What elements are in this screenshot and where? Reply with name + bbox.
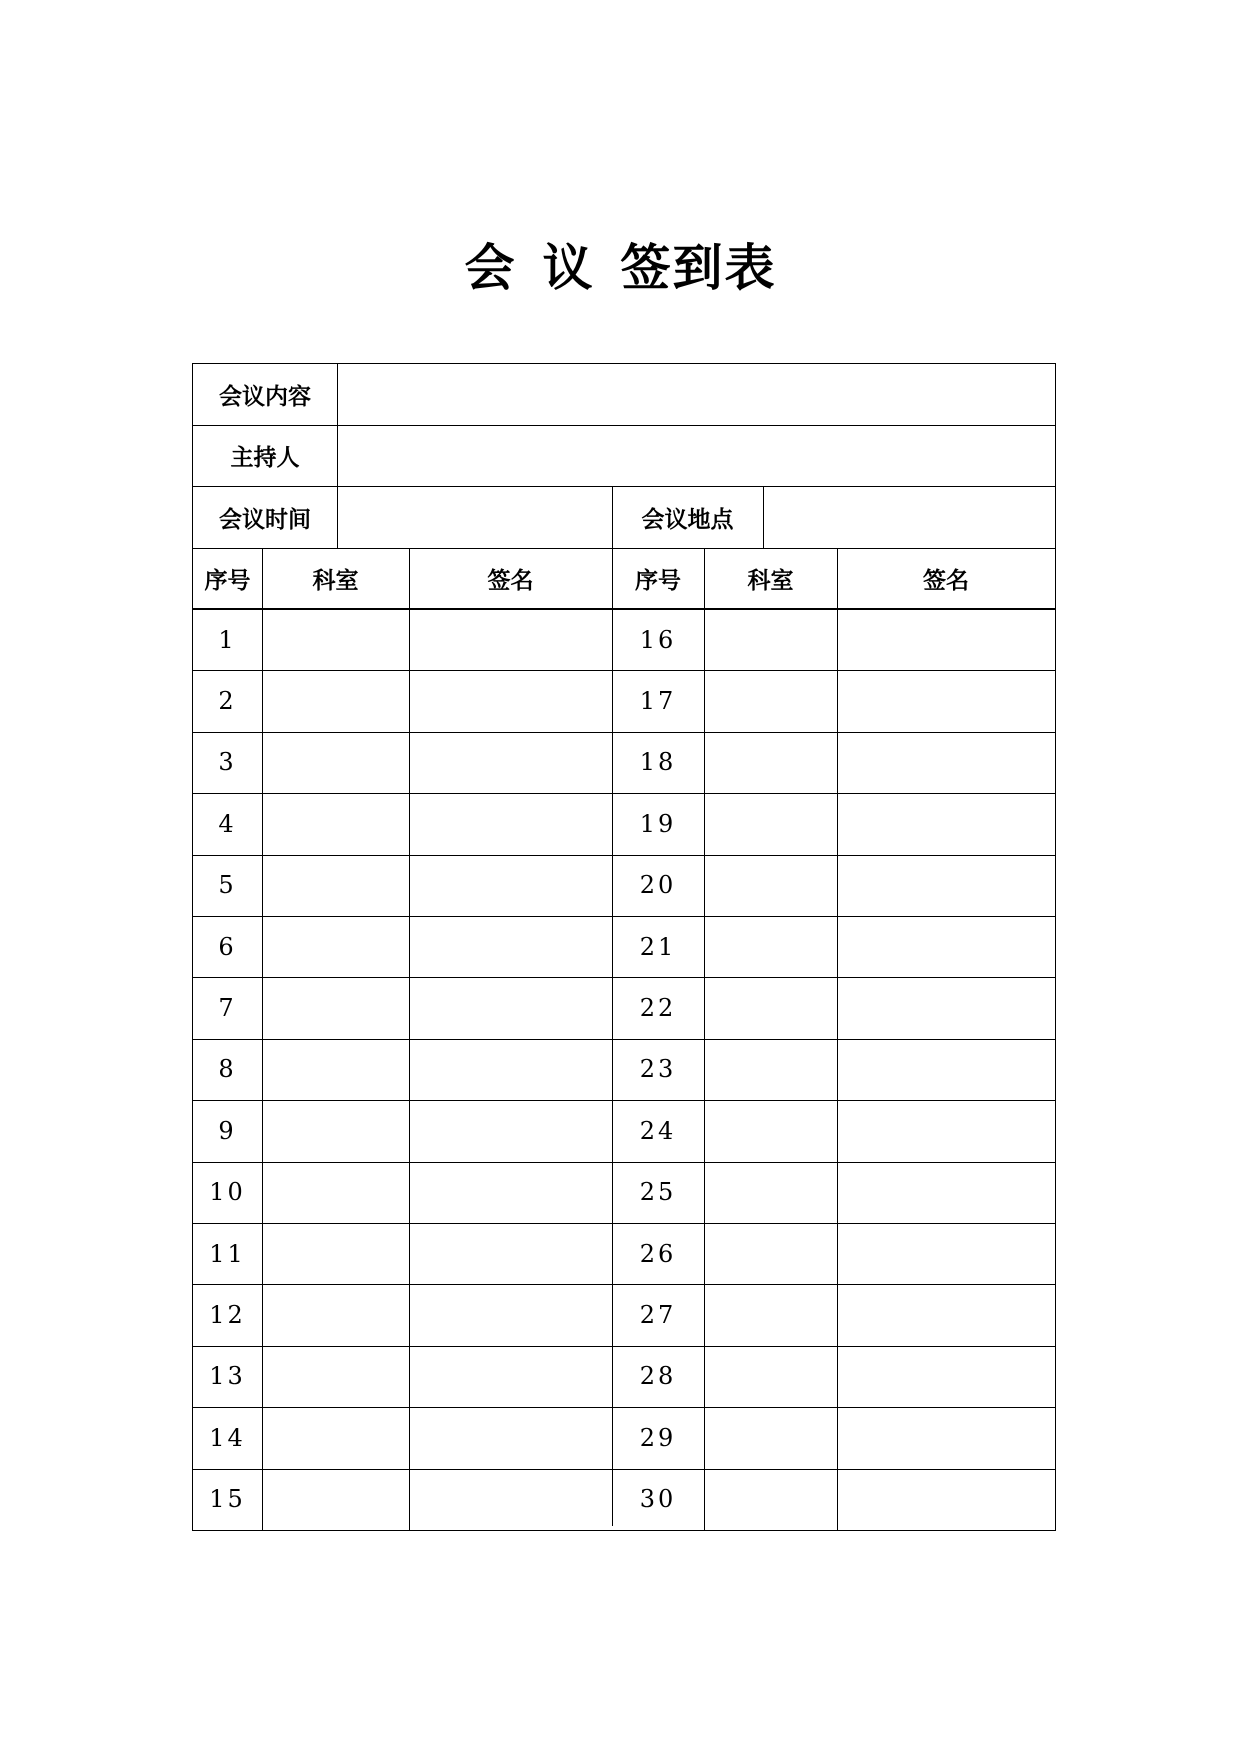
- dept-cell-right[interactable]: [704, 1162, 837, 1223]
- signature-cell-right[interactable]: [837, 916, 1055, 977]
- dept-cell-left[interactable]: [262, 793, 409, 854]
- header-divider: [193, 608, 1055, 610]
- signature-cell-left[interactable]: [409, 1039, 612, 1100]
- signature-cell-right[interactable]: [837, 1407, 1055, 1468]
- dept-cell-right[interactable]: [704, 1346, 837, 1407]
- signature-cell-right[interactable]: [837, 1039, 1055, 1100]
- row-divider: [193, 855, 1055, 856]
- signature-cell-right[interactable]: [837, 732, 1055, 793]
- row-number-left: 7: [218, 994, 237, 1023]
- row-divider: [193, 1346, 1055, 1347]
- row-number-left: 11: [209, 1239, 246, 1268]
- sign-in-sheet-table: [192, 363, 1056, 1531]
- signature-cell-right[interactable]: [837, 670, 1055, 731]
- column-divider: [837, 548, 838, 1530]
- row-divider: [193, 732, 1055, 733]
- row-number-left: 4: [218, 809, 237, 838]
- signature-cell-left[interactable]: [409, 855, 612, 916]
- row-divider: [193, 1284, 1055, 1285]
- meeting-content-label: 会议内容: [219, 384, 311, 410]
- row-number-right: 21: [639, 932, 677, 961]
- row-number-left: 13: [209, 1362, 246, 1391]
- title-part-3: 签到表: [620, 239, 777, 297]
- row-divider: [193, 486, 1055, 487]
- signature-cell-left[interactable]: [409, 1284, 612, 1345]
- dept-cell-left[interactable]: [262, 1284, 409, 1345]
- signature-cell-right[interactable]: [837, 609, 1055, 670]
- row-number-left: 6: [218, 932, 237, 961]
- dept-cell-left[interactable]: [262, 732, 409, 793]
- meeting-place-label: 会议地点: [641, 506, 734, 533]
- signature-cell-right[interactable]: [837, 855, 1055, 916]
- dept-cell-left[interactable]: [262, 1407, 409, 1468]
- host-label: 主持人: [230, 445, 300, 471]
- column-divider: [337, 364, 338, 548]
- row-number-left: 3: [218, 748, 237, 777]
- row-divider: [193, 916, 1055, 917]
- row-number-right: 17: [639, 687, 677, 716]
- header-sign-right: 签名: [923, 568, 969, 594]
- row-number-left: 8: [218, 1055, 237, 1084]
- page-title: [0, 238, 1241, 298]
- signature-cell-left[interactable]: [409, 609, 612, 670]
- dept-cell-right[interactable]: [704, 1407, 837, 1468]
- column-divider: [409, 548, 410, 1530]
- signature-cell-left[interactable]: [409, 732, 612, 793]
- signature-cell-left[interactable]: [409, 1162, 612, 1223]
- row-number-left: 2: [218, 687, 237, 716]
- signature-cell-right[interactable]: [837, 977, 1055, 1038]
- signature-cell-left[interactable]: [409, 1469, 612, 1530]
- dept-cell-right[interactable]: [704, 916, 837, 977]
- row-divider: [193, 793, 1055, 794]
- row-number-right: 30: [639, 1485, 677, 1514]
- row-number-right: 28: [639, 1362, 677, 1391]
- row-number-right: 23: [639, 1055, 677, 1084]
- meeting-time-label: 会议时间: [219, 506, 311, 533]
- signature-cell-left[interactable]: [409, 1407, 612, 1468]
- row-divider: [193, 670, 1055, 671]
- dept-cell-left[interactable]: [262, 1162, 409, 1223]
- dept-cell-right[interactable]: [704, 1100, 837, 1161]
- row-number-right: 20: [639, 871, 677, 900]
- row-number-left: 1: [218, 625, 237, 654]
- header-seq-left: 序号: [204, 568, 251, 594]
- dept-cell-right[interactable]: [704, 1469, 837, 1530]
- row-number-left: 12: [209, 1301, 246, 1330]
- row-number-right: 27: [639, 1301, 677, 1330]
- dept-cell-left[interactable]: [262, 1223, 409, 1284]
- signature-cell-left[interactable]: [409, 670, 612, 731]
- row-divider: [193, 1100, 1055, 1101]
- dept-cell-left[interactable]: [262, 855, 409, 916]
- dept-cell-right[interactable]: [704, 1223, 837, 1284]
- signature-cell-right[interactable]: [837, 1284, 1055, 1345]
- row-number-right: 24: [639, 1116, 677, 1145]
- dept-cell-right[interactable]: [704, 977, 837, 1038]
- row-divider: [193, 1469, 1055, 1470]
- meeting-time-field[interactable]: [337, 486, 612, 548]
- row-number-right: 26: [639, 1239, 677, 1268]
- row-number-left: 5: [218, 871, 237, 900]
- signature-cell-right[interactable]: [837, 1469, 1055, 1530]
- title-part-2: 议: [542, 239, 595, 297]
- column-divider: [612, 486, 613, 1526]
- signature-cell-left[interactable]: [409, 1223, 612, 1284]
- row-number-right: 19: [639, 809, 677, 838]
- host-field[interactable]: [337, 425, 1055, 486]
- dept-cell-right[interactable]: [704, 793, 837, 854]
- row-number-right: 22: [639, 994, 677, 1023]
- header-dept-right: 科室: [747, 568, 794, 594]
- column-divider: [704, 548, 705, 1530]
- header-sign-left: 签名: [487, 568, 534, 594]
- row-number-right: 25: [639, 1178, 677, 1207]
- dept-cell-right[interactable]: [704, 732, 837, 793]
- signature-cell-left[interactable]: [409, 916, 612, 977]
- dept-cell-left[interactable]: [262, 916, 409, 977]
- dept-cell-right[interactable]: [704, 855, 837, 916]
- row-number-right: 29: [639, 1423, 677, 1452]
- signature-cell-left[interactable]: [409, 1100, 612, 1161]
- dept-cell-left[interactable]: [262, 1039, 409, 1100]
- row-number-left: 9: [218, 1116, 237, 1145]
- dept-cell-left[interactable]: [262, 670, 409, 731]
- row-divider: [193, 548, 1055, 549]
- meeting-place-field[interactable]: [763, 486, 1055, 548]
- row-divider: [193, 977, 1055, 978]
- dept-cell-left[interactable]: [262, 1346, 409, 1407]
- signature-cell-right[interactable]: [837, 1223, 1055, 1284]
- header-dept-left: 科室: [312, 568, 359, 594]
- dept-cell-left[interactable]: [262, 609, 409, 670]
- signature-cell-right[interactable]: [837, 1346, 1055, 1407]
- signature-cell-right[interactable]: [837, 1162, 1055, 1223]
- signature-cell-left[interactable]: [409, 793, 612, 854]
- dept-cell-left[interactable]: [262, 1469, 409, 1530]
- signature-cell-right[interactable]: [837, 793, 1055, 854]
- meeting-content-field[interactable]: [337, 364, 1055, 425]
- dept-cell-left[interactable]: [262, 1100, 409, 1161]
- row-divider: [193, 1223, 1055, 1224]
- signature-cell-right[interactable]: [837, 1100, 1055, 1161]
- dept-cell-right[interactable]: [704, 670, 837, 731]
- row-divider: [193, 1039, 1055, 1040]
- column-divider: [262, 548, 263, 1530]
- header-seq-right: 序号: [635, 568, 681, 594]
- dept-cell-right[interactable]: [704, 1039, 837, 1100]
- dept-cell-left[interactable]: [262, 977, 409, 1038]
- row-number-right: 18: [639, 748, 677, 777]
- dept-cell-right[interactable]: [704, 1284, 837, 1345]
- row-number-left: 14: [209, 1423, 246, 1452]
- row-number-left: 15: [209, 1485, 246, 1514]
- dept-cell-right[interactable]: [704, 609, 837, 670]
- title-part-1: 会: [464, 239, 517, 297]
- row-number-left: 10: [209, 1178, 246, 1207]
- row-divider: [193, 1407, 1055, 1408]
- row-divider: [193, 425, 1055, 426]
- row-number-right: 16: [639, 625, 677, 654]
- row-divider: [193, 1162, 1055, 1163]
- signature-cell-left[interactable]: [409, 1346, 612, 1407]
- column-divider: [763, 486, 764, 548]
- signature-cell-left[interactable]: [409, 977, 612, 1038]
